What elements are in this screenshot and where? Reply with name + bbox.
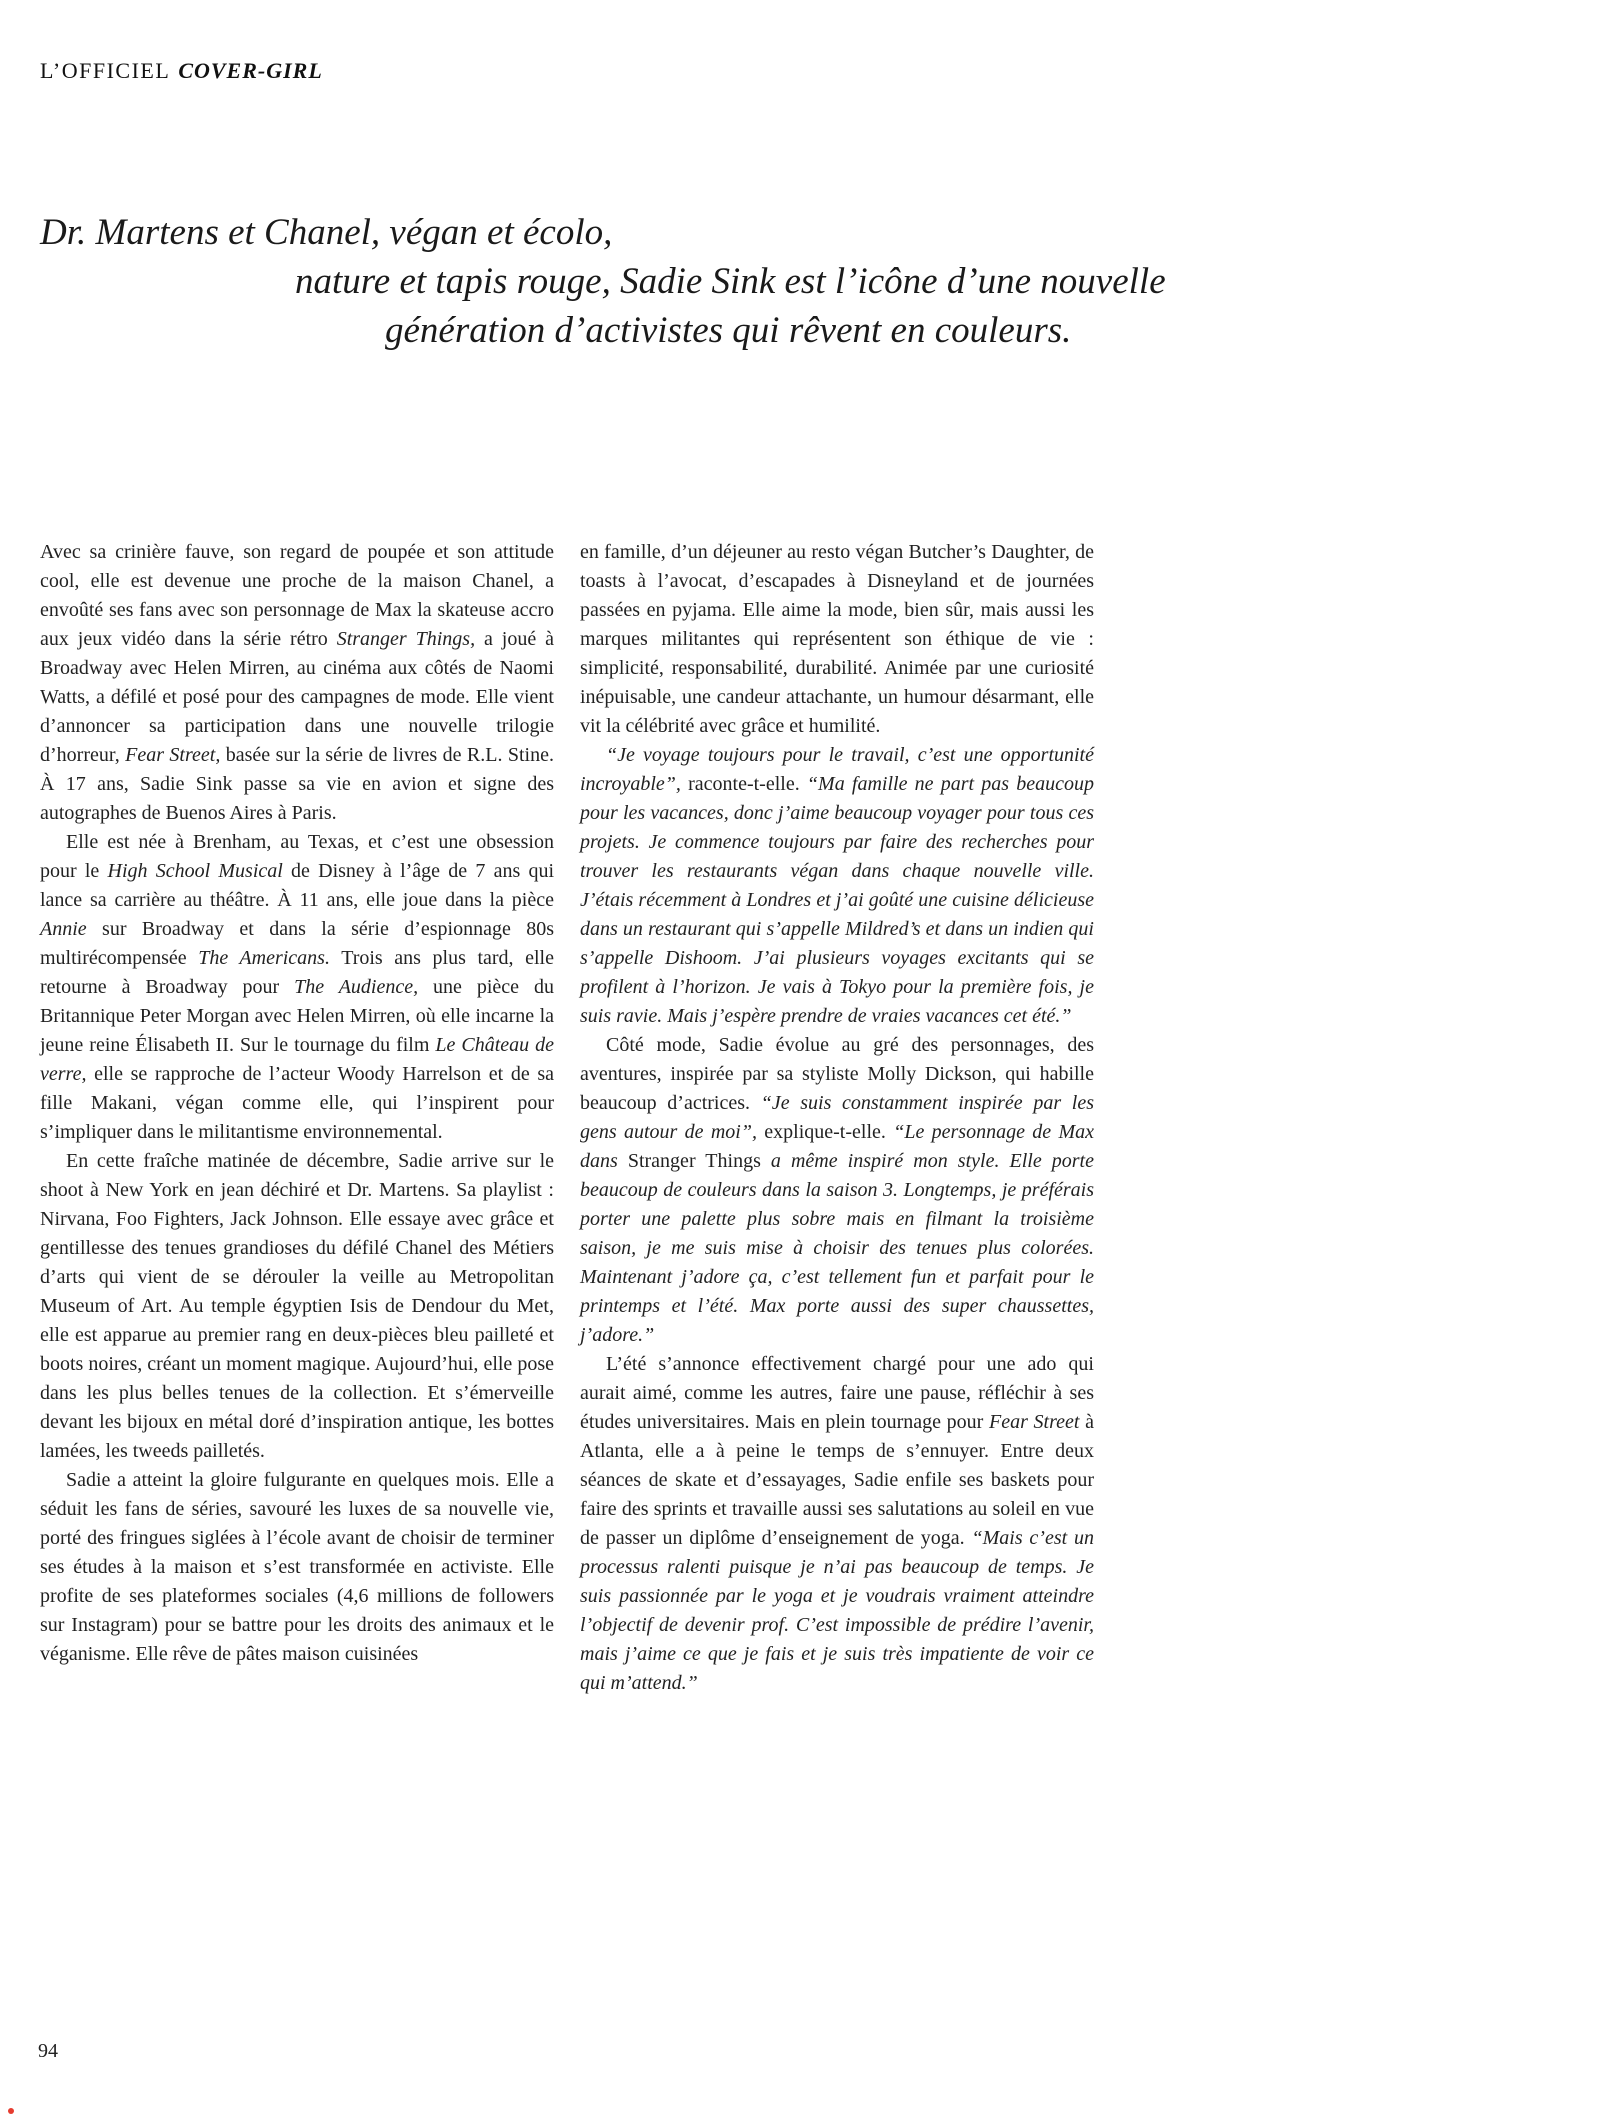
page-number: 94 <box>38 2040 58 2062</box>
paragraph <box>580 1350 1094 1698</box>
paragraph <box>580 1031 1094 1350</box>
text-run: Avec sa crinière fauve, son regard de poupée et son attitude cool, elle est devenue une proche de la maison Chanel, a envoûté ses fans avec son personnage de Max la skateuse accro aux jeux vidéo dans la série rétro <box>40 541 554 650</box>
text-run: de Disney à l’âge de 7 ans qui lance sa carrière au théâtre. À 11 ans, elle joue dans la pièce <box>40 860 555 911</box>
text-run: basée sur la série de livres de R.L. Stine. À 17 ans, Sadie Sink passe sa vie en avion et signe des autographes de Buenos Aires à Paris. <box>40 744 554 824</box>
text-run: En cette fraîche matinée de décembre, Sadie arrive sur le shoot à New York en jean déchiré et Dr. Martens. Sa playlist : Nirvana, Foo Fighters, Jack Johnson. Elle essaye avec grâce et gentillesse des tenues grandioses du défilé Chanel des Métiers d’arts qui vient de se dérouler la veille au Metropolitan Museum of Art. Au temple égyptien Isis de Dendour du Met, elle est apparue au premier rang en deux-pièces bleu pailleté et boots noires, créant un moment magique. Aujourd’hui, elle pose dans les plus belles tenues de la collection. Et s’émerveille devant les bijoux en métal doré d’inspiration antique, les bottes lamées, les tweeds pailletés. <box>40 1150 554 1462</box>
text-run-italic: “Mais c’est un processus ralenti puisque je n’ai pas beaucoup de temps. Je suis passionnée par le yoga et je voudrais vraiment atteindre l’objectif de devenir prof. C’est impossible de prédire l’avenir, mais j’aime ce que je fais et je suis très impatiente de voir ce qui m’attend.” <box>580 1527 1094 1694</box>
text-run: L’été s’annonce effectivement chargé pour une ado qui aurait aimé, comme les autres, faire une pause, réfléchir à ses études universitaires. Mais en plein tournage pour <box>580 1353 1094 1433</box>
text-run: explique-t-elle. <box>756 1121 894 1143</box>
headline-line-2: nature et tapis rouge, Sadie Sink est l’icône d’une nouvelle <box>295 261 1166 302</box>
text-run-italic: The Americans. <box>198 947 330 969</box>
text-run: Elle est née à Brenham, au Texas, et c’est une obsession pour le <box>40 831 554 882</box>
text-run-italic: Stranger Things, <box>336 628 476 650</box>
paragraph <box>40 538 554 828</box>
running-head <box>40 58 323 84</box>
article-body <box>40 538 1094 1698</box>
text-run-italic: “Je voyage toujours pour le travail, c’est une opportunité incroyable”, <box>580 744 1094 795</box>
text-run-italic: Fear Street, <box>125 744 221 766</box>
text-run: sur Broadway et dans la série d’espionnage 80s multirécompensée <box>40 918 554 969</box>
text-run-italic: Fear Street <box>988 1411 1080 1433</box>
red-dot-mark <box>8 2108 14 2114</box>
text-run-italic: High School Musical <box>107 860 283 882</box>
article-column-left <box>40 538 554 1698</box>
text-run: a joué à Broadway avec Helen Mirren, au cinéma aux côtés de Naomi Watts, a défilé et posé pour des campagnes de mode. Elle vient d’annoncer sa participation dans une nouvelle trilogie d’horreur, <box>40 628 554 766</box>
paragraph <box>580 538 1094 741</box>
section-title: COVER-GIRL <box>178 58 323 83</box>
article-column-right <box>580 538 1094 1698</box>
paragraph <box>40 1147 554 1466</box>
text-run: Sadie a atteint la gloire fulgurante en quelques mois. Elle a séduit les fans de séries, savouré les luxes de sa nouvelle vie, porté des fringues siglées à l’école avant de choisir de terminer ses études à la maison et s’est transformée en activiste. Elle profite de ses plateformes sociales (4,6 millions de followers sur Instagram) pour se battre pour les droits des animaux et le véganisme. Elle rêve de pâtes maison cuisinées <box>40 1469 554 1665</box>
headline <box>40 208 1340 355</box>
headline-line-3: génération d’activistes qui rêvent en couleurs. <box>385 310 1072 351</box>
headline-line-1: Dr. Martens et Chanel, végan et écolo, <box>40 212 613 253</box>
text-run: à Atlanta, elle a à peine le temps de s’ennuyer. Entre deux séances de skate et d’essayages, Sadie enfile ses baskets pour faire des sprints et travaille aussi ses salutations au soleil en vue de passer un diplôme d’enseignement de yoga. <box>580 1411 1094 1549</box>
paragraph <box>580 741 1094 1031</box>
paragraph <box>40 828 554 1147</box>
text-run-italic: “Le personnage de Max dans <box>580 1121 1095 1172</box>
text-run: Stranger Things <box>627 1150 761 1172</box>
text-run: Côté mode, Sadie évolue au gré des personnages, des aventures, inspirée par sa styliste Molly Dickson, qui habille beaucoup d’actrices. <box>580 1034 1094 1114</box>
paragraph <box>40 1466 554 1669</box>
text-run-italic: a même inspiré mon style. Elle porte beaucoup de couleurs dans la saison 3. Longtemps, je préférais porter une palette plus sobre mais en filmant la troisième saison, je me suis mise à choisir des tenues plus colorées. Maintenant j’adore ça, c’est tellement fun et parfait pour le printemps et l’été. Max porte aussi des super chaussettes, j’adore.” <box>580 1150 1094 1346</box>
text-run-italic: Annie <box>40 918 87 940</box>
text-run: raconte-t-elle. <box>680 773 807 795</box>
text-run: une pièce du Britannique Peter Morgan avec Helen Mirren, où elle incarne la jeune reine Élisabeth II. Sur le tournage du film <box>40 976 554 1056</box>
text-run-italic: The Audience, <box>294 976 419 998</box>
text-run-italic: “Ma famille ne part pas beaucoup pour les vacances, donc j’aime beaucoup voyager pour tous ces projets. Je commence toujours par faire des recherches pour trouver les restaurants végan dans chaque nouvelle ville. J’étais récemment à Londres et j’ai goûté une cuisine délicieuse dans un restaurant qui s’appelle Mildred’s et dans un indien qui s’appelle Dishoom. J’ai plusieurs voyages excitants qui se profilent à l’horizon. Je vais à Tokyo pour la première fois, je suis ravie. Mais j’espère prendre de vraies vacances cet été.” <box>580 773 1094 1027</box>
text-run-italic: Le Château de verre, <box>40 1034 555 1085</box>
text-run: Trois ans plus tard, elle retourne à Broadway pour <box>40 947 554 998</box>
text-run-italic: “Je suis constamment inspirée par les gens autour de moi”, <box>580 1092 1094 1143</box>
text-run: elle se rapproche de l’acteur Woody Harrelson et de sa fille Makani, végan comme elle, qui l’inspirent pour s’impliquer dans le militantisme environnemental. <box>40 1063 554 1143</box>
brand-name: L’OFFICIEL <box>40 58 171 83</box>
text-run: en famille, d’un déjeuner au resto végan Butcher’s Daughter, de toasts à l’avocat, d’escapades à Disneyland et de journées passées en pyjama. Elle aime la mode, bien sûr, mais aussi les marques militantes qui représentent son éthique de vie : simplicité, responsabilité, durabilité. Animée par une curiosité inépuisable, une candeur attachante, un humour désarmant, elle vit la célébrité avec grâce et humilité. <box>580 541 1094 737</box>
